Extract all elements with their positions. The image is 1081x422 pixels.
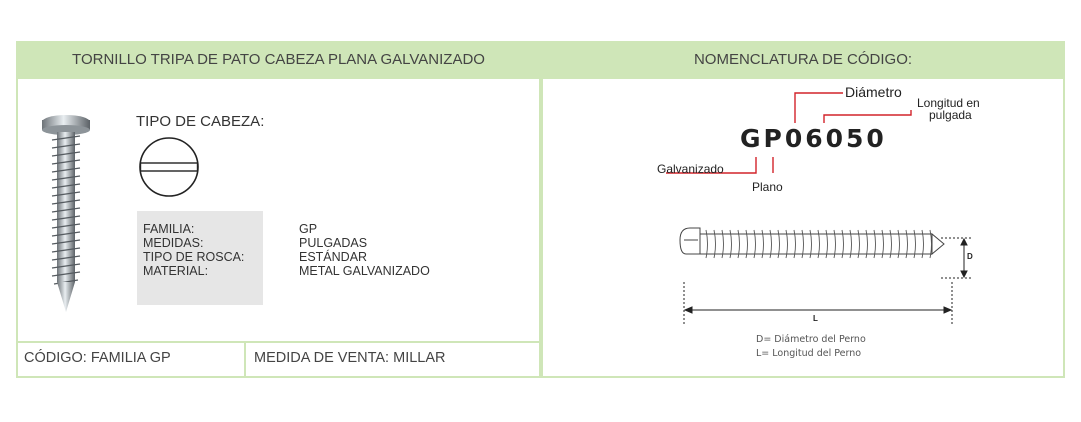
product-code: GP06050 (740, 124, 887, 153)
spec-label: FAMILIA: (143, 222, 195, 236)
spec-value: GP (299, 222, 318, 236)
footer-vertical-divider (244, 341, 246, 378)
spec-value: PULGADAS (299, 236, 368, 250)
left-panel-title: TORNILLO TRIPA DE PATO CABEZA PLANA GALVANIZADO (72, 50, 485, 68)
diameter-legend: D= Diámetro del Perno (756, 334, 866, 345)
code-callout-lines (541, 77, 1065, 197)
slotted-head-icon (138, 136, 200, 198)
footer-sale-unit: MEDIDA DE VENTA: MILLAR (254, 350, 446, 366)
footer-code: CÓDIGO: FAMILIA GP (24, 350, 171, 366)
spec-label: TIPO DE ROSCA: (143, 250, 245, 264)
l-dimension-label: L (813, 314, 818, 323)
head-type-label: TIPO DE CABEZA: (136, 113, 265, 130)
spec-value: ESTÁNDAR (299, 250, 368, 264)
spec-labels (143, 222, 244, 278)
length-label-line1: Longitud en (917, 96, 980, 110)
length-label-line2: pulgada (929, 108, 972, 122)
screw-diagram (676, 220, 976, 330)
spec-values (299, 222, 430, 278)
galvanized-label: Galvanizado (657, 162, 724, 176)
footer-divider (16, 341, 541, 343)
left-panel-title-bar (16, 41, 541, 77)
right-panel-title-bar (541, 41, 1065, 77)
length-legend: L= Longitud del Perno (756, 348, 862, 359)
flat-label: Plano (752, 180, 783, 194)
screw-image (36, 108, 96, 318)
spec-value: METAL GALVANIZADO (299, 264, 430, 278)
diameter-label: Diámetro (845, 84, 902, 100)
right-panel-title: NOMENCLATURA DE CÓDIGO: (693, 50, 913, 68)
spec-label: MEDIDAS: (143, 236, 204, 250)
spec-label: MATERIAL: (143, 264, 209, 278)
d-dimension-label: D (967, 252, 973, 261)
